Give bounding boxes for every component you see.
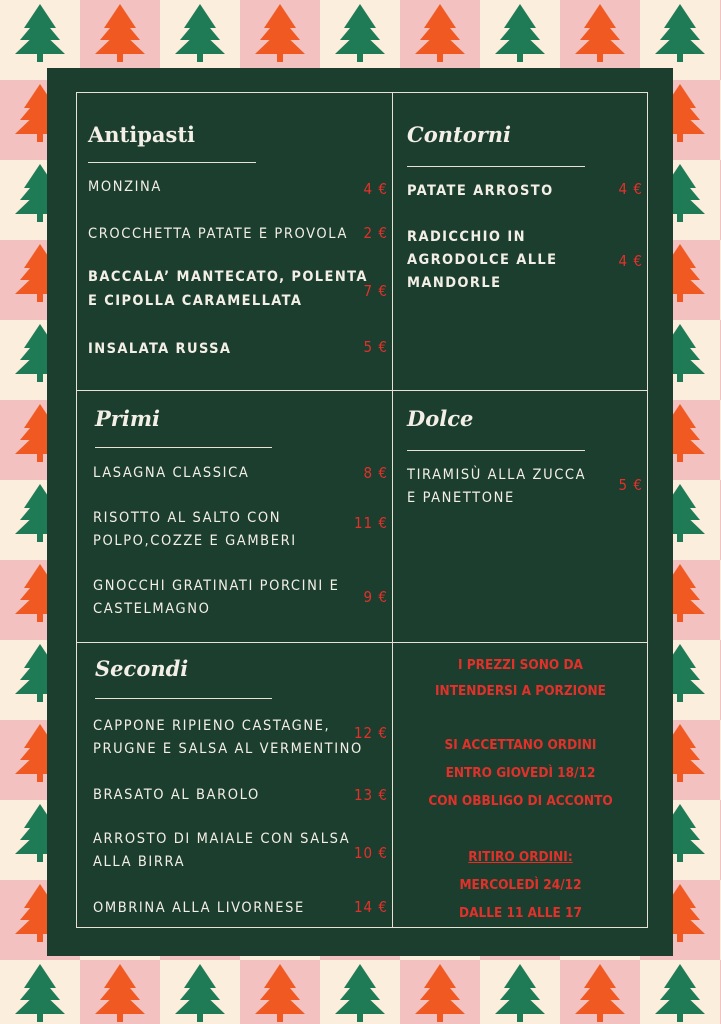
note-line: SI ACCETTANO ORDINI — [444, 737, 597, 753]
menu-item-name-line2: POLPO,COZZE E GAMBERI — [93, 533, 297, 549]
menu-item-name: OMBRINA ALLA LIVORNESE — [93, 900, 305, 916]
menu-item-name-line2: AGRODOLCE ALLE — [407, 252, 558, 268]
title-underline — [95, 698, 272, 699]
menu-item-price: 8 € — [363, 464, 388, 482]
menu-item-name-line2: E PANETTONE — [407, 490, 515, 506]
section-title-secondi: Secondi — [95, 656, 189, 681]
menu-item-price: 13 € — [353, 786, 388, 804]
row-divider-2 — [76, 642, 648, 643]
menu-item-price: 10 € — [353, 844, 388, 862]
note-line: CON OBBLIGO DI ACCONTO — [428, 793, 613, 809]
section-title-dolce: Dolce — [407, 406, 474, 431]
menu-item-price: 4 € — [618, 252, 643, 270]
menu-item-price: 12 € — [353, 724, 388, 742]
menu-item-name: TIRAMISÙ ALLA ZUCCA — [407, 467, 587, 483]
title-underline — [95, 447, 272, 448]
menu-item-price: 4 € — [363, 180, 388, 198]
menu-item-name: MONZINA — [88, 179, 162, 195]
menu-item-name: CROCCHETTA PATATE E PROVOLA — [88, 226, 349, 242]
note-line: I PREZZI SONO DA — [458, 657, 583, 673]
menu-item-price: 5 € — [618, 476, 643, 494]
menu-item-price: 4 € — [618, 180, 643, 198]
pickup-heading-text: RITIRO ORDINI: — [468, 849, 573, 865]
menu-item-price: 5 € — [363, 338, 388, 356]
menu-item-name: RADICCHIO IN — [407, 229, 526, 245]
title-underline — [407, 450, 585, 451]
menu-item-name-line2: ALLA BIRRA — [93, 854, 186, 870]
title-underline — [407, 166, 585, 167]
note-line: DALLE 11 ALLE 17 — [459, 905, 582, 921]
note-line: INTENDERSI A PORZIONE — [435, 683, 606, 699]
menu-item-name: RISOTTO AL SALTO CON — [93, 510, 282, 526]
menu-item-name: BACCALA’ MANTECATO, POLENTA — [88, 269, 368, 285]
menu-item-name: ARROSTO DI MAIALE CON SALSA — [93, 831, 351, 847]
row-divider-1 — [76, 390, 648, 391]
menu-item-price: 2 € — [363, 224, 388, 242]
menu-item-name: PATATE ARROSTO — [407, 183, 554, 199]
menu-item-name: BRASATO AL BAROLO — [93, 787, 260, 803]
menu-item-name: CAPPONE RIPIENO CASTAGNE, — [93, 718, 331, 734]
note-line: MERCOLEDÌ 24/12 — [459, 877, 582, 893]
menu-item-price: 7 € — [363, 282, 388, 300]
menu-item-name: LASAGNA CLASSICA — [93, 465, 250, 481]
menu-item-name-line2: E CIPOLLA CARAMELLATA — [88, 293, 303, 309]
menu-item-name: GNOCCHI GRATINATI PORCINI E — [93, 578, 340, 594]
menu-item-name: INSALATA RUSSA — [88, 341, 232, 357]
pickup-heading — [393, 845, 648, 869]
menu-item-name-line3: MANDORLE — [407, 275, 502, 291]
menu-item-name-line2: PRUGNE E SALSA AL VERMENTINO — [93, 741, 363, 757]
note-line: ENTRO GIOVEDÌ 18/12 — [445, 765, 596, 781]
column-divider-top — [392, 92, 393, 642]
section-title-contorni: Contorni — [407, 122, 512, 147]
title-underline — [88, 162, 256, 163]
section-title-antipasti: Antipasti — [88, 122, 196, 147]
menu-item-name-line2: CASTELMAGNO — [93, 601, 211, 617]
menu-item-price: 11 € — [353, 514, 388, 532]
menu-item-price: 9 € — [363, 588, 388, 606]
menu-item-price: 14 € — [353, 898, 388, 916]
section-title-primi: Primi — [95, 406, 161, 431]
